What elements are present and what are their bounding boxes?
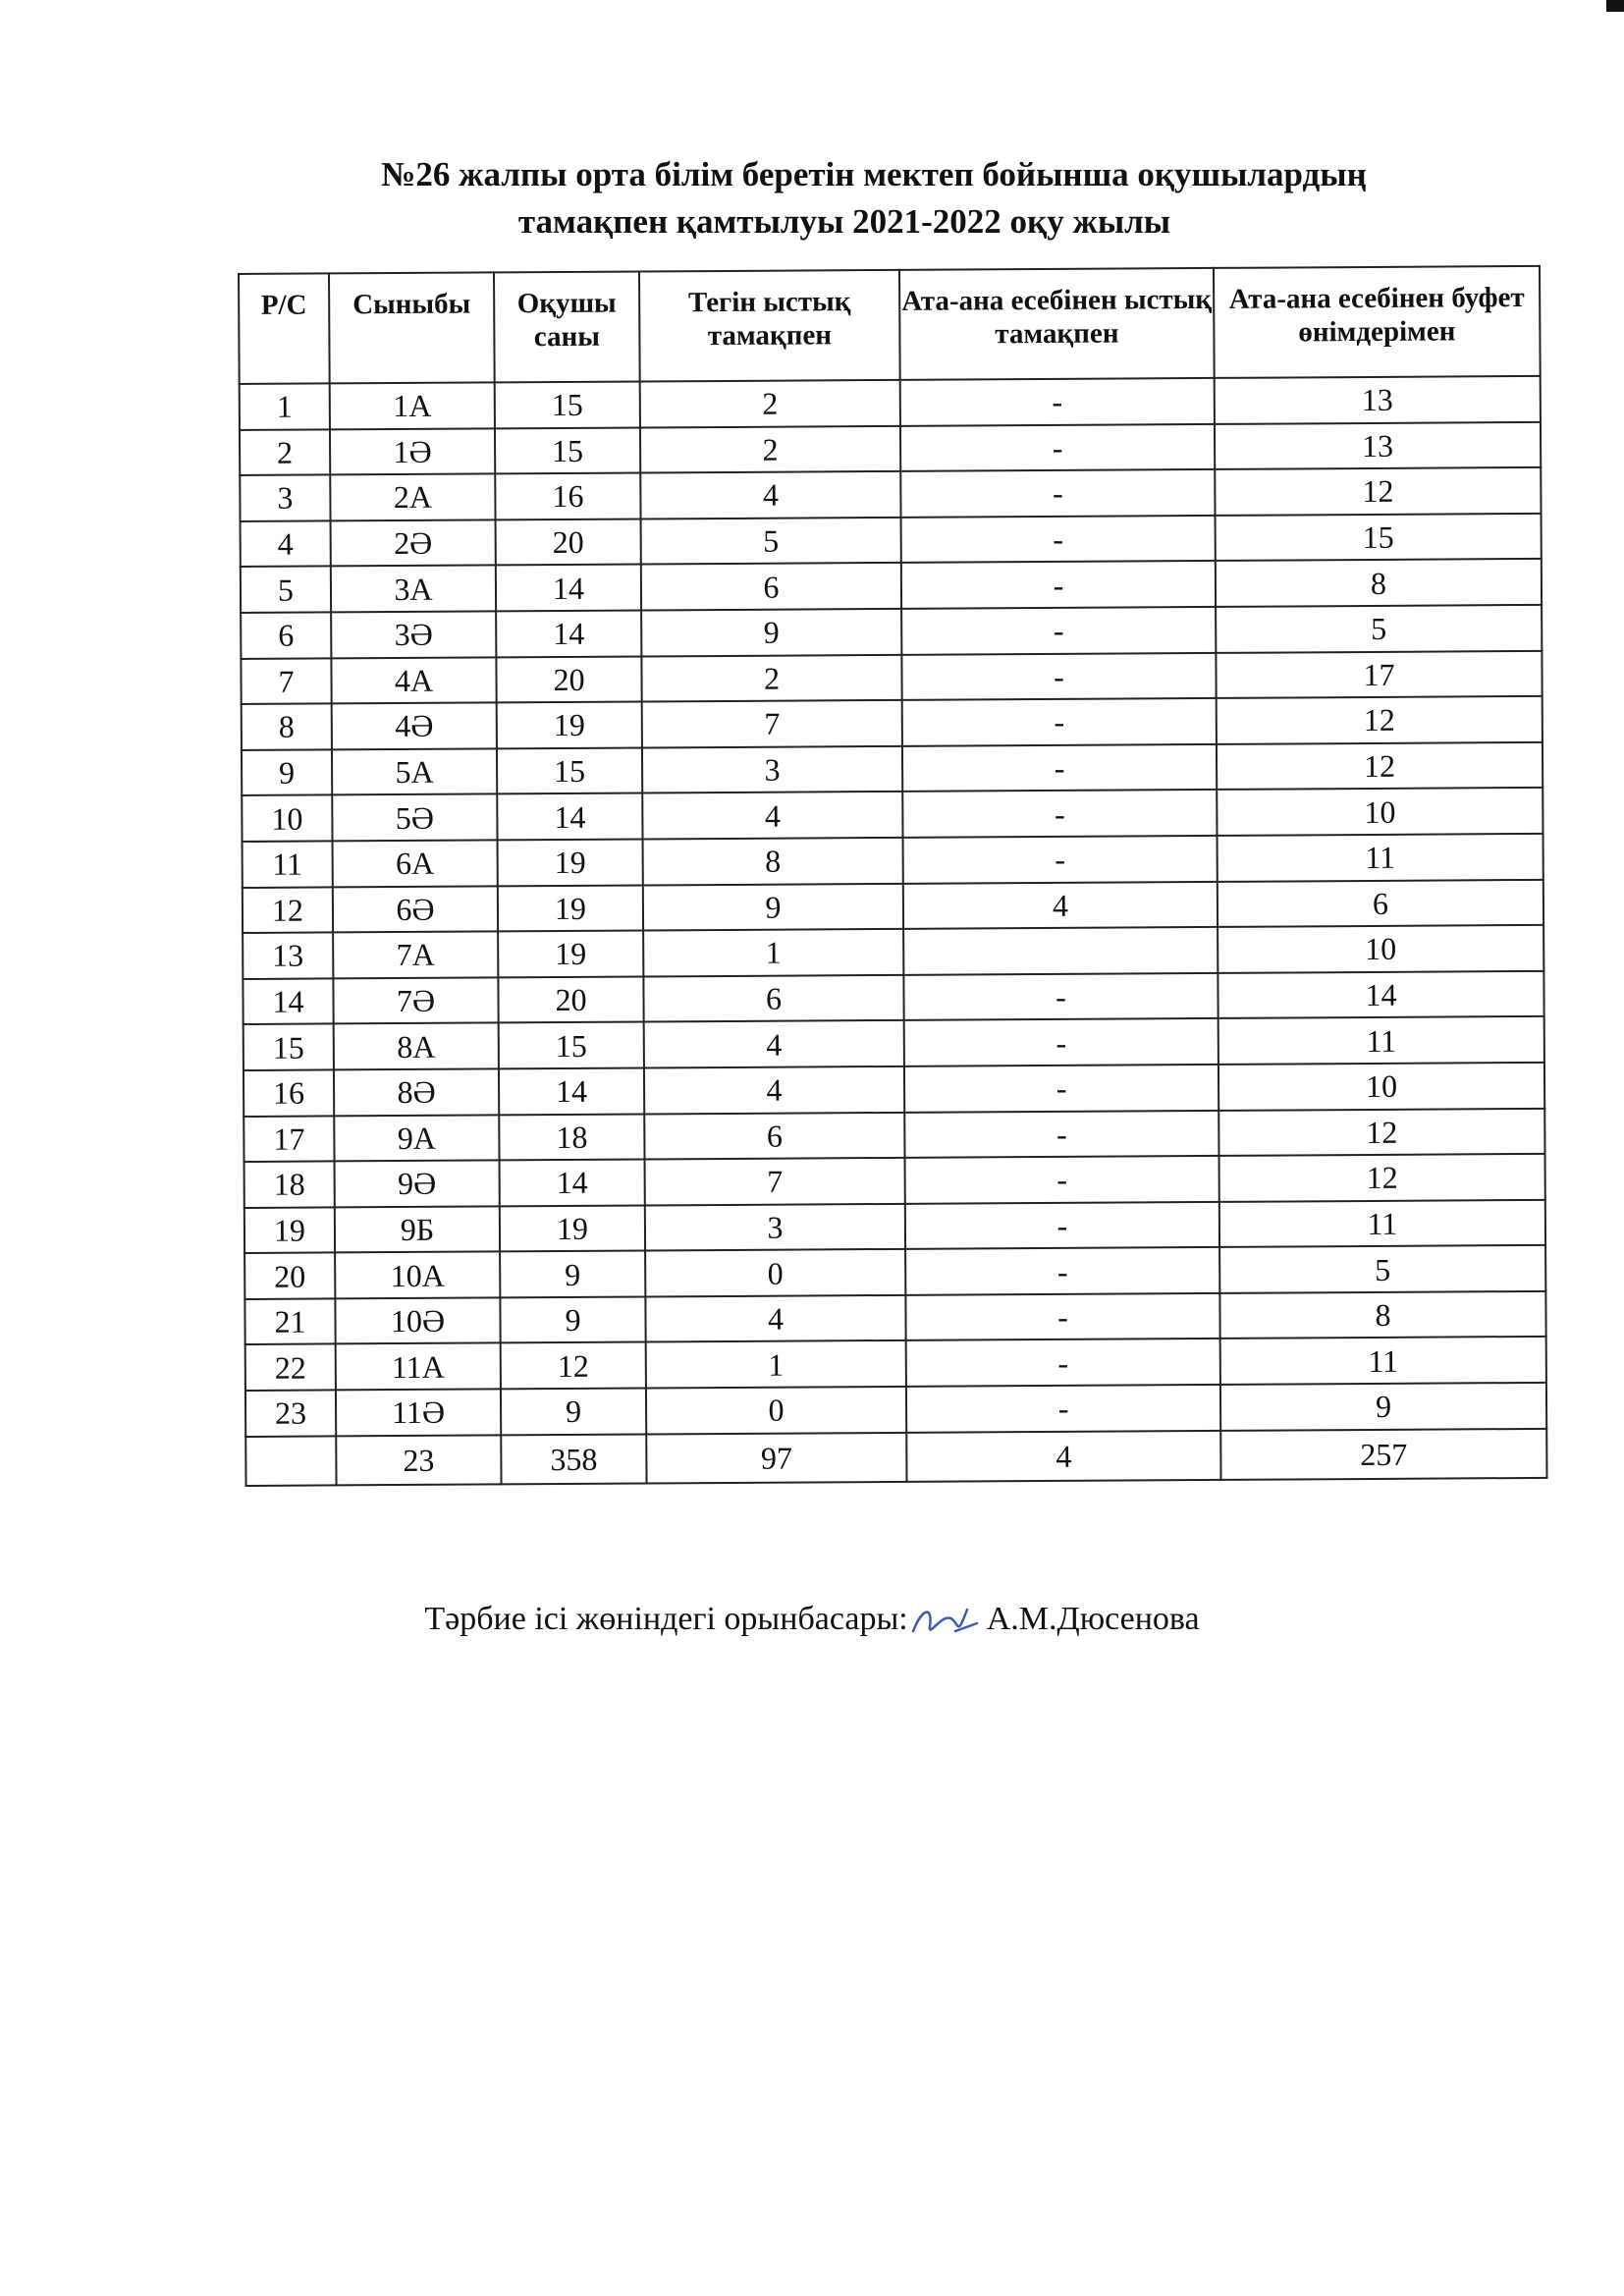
total-cell xyxy=(245,1436,336,1486)
table-cell: 6 xyxy=(644,1112,904,1159)
table-cell: 11 xyxy=(1218,834,1543,882)
table-cell: 19 xyxy=(498,885,643,931)
table-cell: 6 xyxy=(641,563,901,610)
table-cell: 20 xyxy=(244,1253,335,1299)
table-row xyxy=(241,650,1542,704)
table-row xyxy=(241,559,1542,613)
table-cell: 10А xyxy=(335,1252,500,1299)
table-cell: 10 xyxy=(1218,1063,1544,1111)
table-cell: - xyxy=(903,973,1218,1021)
table-cell: 4 xyxy=(644,1020,904,1067)
table-cell: 15 xyxy=(495,427,640,473)
table-cell: 14 xyxy=(499,1067,644,1114)
table-cell: 12 xyxy=(243,887,333,933)
table-row xyxy=(244,1108,1544,1162)
table-cell: - xyxy=(904,1065,1218,1113)
table-row xyxy=(240,376,1541,430)
table-cell: 6 xyxy=(241,612,331,658)
table-cell: 20 xyxy=(496,519,641,565)
total-cell: 257 xyxy=(1220,1429,1546,1480)
total-cell: 97 xyxy=(646,1433,906,1484)
table-cell: 11 xyxy=(1218,1016,1544,1065)
table-cell: - xyxy=(901,607,1216,655)
table-cell: 8Ә xyxy=(334,1068,499,1116)
table-cell: 10 xyxy=(1218,925,1543,973)
table-cell: 6 xyxy=(643,975,903,1022)
table-cell: - xyxy=(900,378,1215,426)
table-cell: 9 xyxy=(500,1296,645,1342)
signature-name: А.М.Дюсенова xyxy=(986,1601,1200,1637)
table-cell: 2 xyxy=(640,425,900,472)
table-row xyxy=(240,467,1541,521)
table-cell: 21 xyxy=(244,1298,335,1344)
table-cell: 7А xyxy=(333,932,498,979)
signature-role: Тәрбие ісі жөніндегі орынбасары: xyxy=(424,1601,908,1637)
table-cell: - xyxy=(901,652,1216,700)
title-line-1: №26 жалпы орта білім беретін мектеп бойынша оқушылардың xyxy=(381,155,1367,193)
table-cell: 5 xyxy=(241,567,331,613)
total-cell: 358 xyxy=(501,1434,646,1484)
table-cell: 4 xyxy=(640,471,900,519)
table-cell: - xyxy=(904,1110,1218,1158)
table-cell: - xyxy=(904,1018,1218,1066)
table-cell: 11 xyxy=(243,841,333,887)
table-cell: 12 xyxy=(1219,1154,1545,1202)
table-cell: - xyxy=(902,744,1217,793)
table-cell: - xyxy=(905,1247,1219,1295)
table-cell: 14 xyxy=(243,978,333,1024)
table-total-row xyxy=(245,1429,1546,1486)
table-row xyxy=(241,605,1542,659)
table-cell: 16 xyxy=(495,473,640,519)
table-cell: - xyxy=(901,561,1216,609)
table-cell: 13 xyxy=(243,933,333,979)
table-cell: 18 xyxy=(244,1162,335,1208)
table-row xyxy=(242,696,1543,750)
table-cell: 9 xyxy=(641,609,901,656)
table-cell: 14 xyxy=(500,1160,645,1206)
table-cell: 12 xyxy=(1217,696,1543,744)
table-cell: 12 xyxy=(501,1342,646,1389)
table-cell: - xyxy=(900,469,1215,518)
table-cell: 11 xyxy=(1220,1337,1546,1385)
table-cell: 7Ә xyxy=(333,977,498,1024)
table-cell: 3 xyxy=(645,1204,905,1251)
table-row xyxy=(241,514,1542,568)
table-cell: 9Ә xyxy=(335,1160,500,1207)
table-cell: 19 xyxy=(497,702,642,748)
table-body xyxy=(240,376,1547,1486)
table-cell: 5А xyxy=(332,748,497,795)
table-cell: 4 xyxy=(642,792,902,839)
table-cell: - xyxy=(905,1202,1219,1250)
table-cell: 12 xyxy=(1215,467,1541,516)
table-cell: 10 xyxy=(1217,788,1543,836)
column-header: Ата-ана есебінен ыстық тамақпен xyxy=(899,268,1215,380)
table-cell: - xyxy=(900,424,1215,472)
table-cell xyxy=(903,927,1218,975)
total-cell: 4 xyxy=(906,1431,1220,1482)
table-cell: 11Ә xyxy=(336,1389,501,1436)
table-cell: 4А xyxy=(331,657,496,704)
table-row xyxy=(243,834,1543,888)
table-cell: 10Ә xyxy=(335,1297,500,1344)
table-cell: 7 xyxy=(241,658,331,704)
table-cell: 9 xyxy=(501,1389,646,1435)
table-cell: 19 xyxy=(500,1205,645,1251)
table-cell: 15 xyxy=(1216,514,1542,562)
table-row xyxy=(244,1200,1545,1254)
document-title xyxy=(177,151,1571,246)
table-cell: 20 xyxy=(498,976,643,1022)
table-row xyxy=(243,971,1543,1025)
table-cell: 13 xyxy=(1215,421,1541,469)
table-cell: 9 xyxy=(1220,1383,1546,1431)
table-row xyxy=(245,1383,1546,1437)
table-cell: 4Ә xyxy=(332,703,497,750)
table-cell: 5Ә xyxy=(332,794,497,842)
table-row xyxy=(242,788,1543,842)
table-cell: 14 xyxy=(496,610,641,656)
table-cell: 3А xyxy=(331,566,496,613)
signature-line xyxy=(0,1601,1624,1641)
table-cell: 6А xyxy=(333,840,498,887)
table-cell: 3 xyxy=(642,746,902,793)
table-cell: 2А xyxy=(330,474,495,521)
table-cell: 14 xyxy=(1218,971,1543,1019)
table-cell: - xyxy=(905,1293,1219,1341)
table-cell: 19 xyxy=(498,931,643,977)
table-cell: 17 xyxy=(244,1116,334,1162)
table-cell: 2Ә xyxy=(331,519,496,567)
table-cell: 4 xyxy=(644,1066,904,1114)
scan-corner-mark xyxy=(1606,0,1624,12)
table-cell: 11А xyxy=(336,1343,501,1391)
table-cell: 8А xyxy=(334,1023,499,1070)
table-cell: 5 xyxy=(1219,1245,1545,1293)
table-cell: 2 xyxy=(240,429,330,475)
table-cell: 8 xyxy=(1216,559,1542,607)
table-cell: 12 xyxy=(1218,1108,1544,1156)
table-cell: 23 xyxy=(245,1390,336,1436)
table-cell: 9 xyxy=(643,883,903,930)
table-row xyxy=(242,742,1543,796)
table-cell: 9А xyxy=(334,1115,499,1162)
table-row xyxy=(244,1245,1545,1299)
table-cell: 8 xyxy=(643,838,903,885)
table-cell: 9 xyxy=(500,1251,645,1297)
table-cell: 18 xyxy=(499,1114,644,1160)
table-cell: 15 xyxy=(497,747,642,793)
table-cell: 14 xyxy=(497,793,642,840)
table-cell: - xyxy=(906,1339,1220,1387)
table-cell: 19 xyxy=(244,1207,335,1253)
table-cell: - xyxy=(902,790,1217,838)
table-cell: 8 xyxy=(1219,1291,1545,1339)
table-row xyxy=(243,925,1543,979)
table-row xyxy=(244,1063,1544,1117)
table-row xyxy=(244,1154,1545,1208)
table-cell: 5 xyxy=(641,518,901,565)
table-cell: 1Ә xyxy=(330,428,495,475)
table-cell: 4 xyxy=(241,520,331,567)
table-cell: 0 xyxy=(646,1387,906,1434)
table-cell: - xyxy=(901,516,1216,564)
column-header: Сыныбы xyxy=(329,272,495,383)
table-row xyxy=(244,1291,1545,1345)
table-cell: 17 xyxy=(1216,650,1542,698)
table-cell: 15 xyxy=(244,1024,334,1070)
title-line-2: тамақпен қамтылуы 2021-2022 оқу жылы xyxy=(517,202,1171,241)
table-cell: 1А xyxy=(330,382,495,429)
table-header-row xyxy=(239,266,1541,384)
table-cell: - xyxy=(903,836,1218,884)
table-cell: 14 xyxy=(496,565,641,611)
column-header: Ата-ана есебінен буфет өнімдерімен xyxy=(1214,266,1541,378)
table-cell: 8 xyxy=(242,704,332,750)
table-row xyxy=(240,421,1541,475)
table-cell: 12 xyxy=(1217,742,1543,791)
table-cell: 6 xyxy=(1218,879,1543,927)
table-cell: 9Б xyxy=(335,1206,500,1253)
table-cell: 13 xyxy=(1215,376,1541,424)
table-cell: - xyxy=(906,1385,1220,1433)
table-cell: 11 xyxy=(1219,1200,1545,1248)
table-cell: 9 xyxy=(242,749,332,795)
table-cell: 6Ә xyxy=(333,886,498,933)
column-header: Тегін ыстық тамақпен xyxy=(639,270,900,382)
table-cell: 7 xyxy=(645,1158,905,1205)
column-header: Р/С xyxy=(239,273,330,384)
table-cell: 15 xyxy=(499,1022,644,1068)
column-header: Оқушы саны xyxy=(494,272,640,383)
table-row xyxy=(243,879,1543,933)
table-cell: 20 xyxy=(496,656,641,702)
table-cell: 1 xyxy=(240,383,330,429)
table-cell: 0 xyxy=(645,1249,905,1296)
table-cell: 4 xyxy=(903,881,1218,929)
meal-coverage-table xyxy=(238,265,1548,1487)
table-cell: 5 xyxy=(1216,605,1542,653)
table-row xyxy=(244,1016,1544,1070)
table-cell: 4 xyxy=(645,1295,905,1342)
table-cell: - xyxy=(902,698,1217,746)
table-cell: 2 xyxy=(641,654,901,701)
table-cell: - xyxy=(905,1156,1219,1204)
table-cell: 1 xyxy=(646,1340,906,1388)
table-cell: 3 xyxy=(240,475,330,521)
table-cell: 3Ә xyxy=(331,611,496,658)
table-cell: 10 xyxy=(242,795,332,842)
table-cell: 15 xyxy=(495,381,640,427)
table-cell: 22 xyxy=(245,1344,336,1391)
table-cell: 2 xyxy=(640,380,900,427)
table-cell: 16 xyxy=(244,1069,334,1116)
table-cell: 1 xyxy=(643,929,903,976)
table-row xyxy=(245,1337,1546,1391)
table-cell: 7 xyxy=(642,700,902,747)
total-cell: 23 xyxy=(336,1435,501,1485)
handwritten-signature-icon xyxy=(908,1602,987,1641)
table-cell: 19 xyxy=(498,839,643,885)
